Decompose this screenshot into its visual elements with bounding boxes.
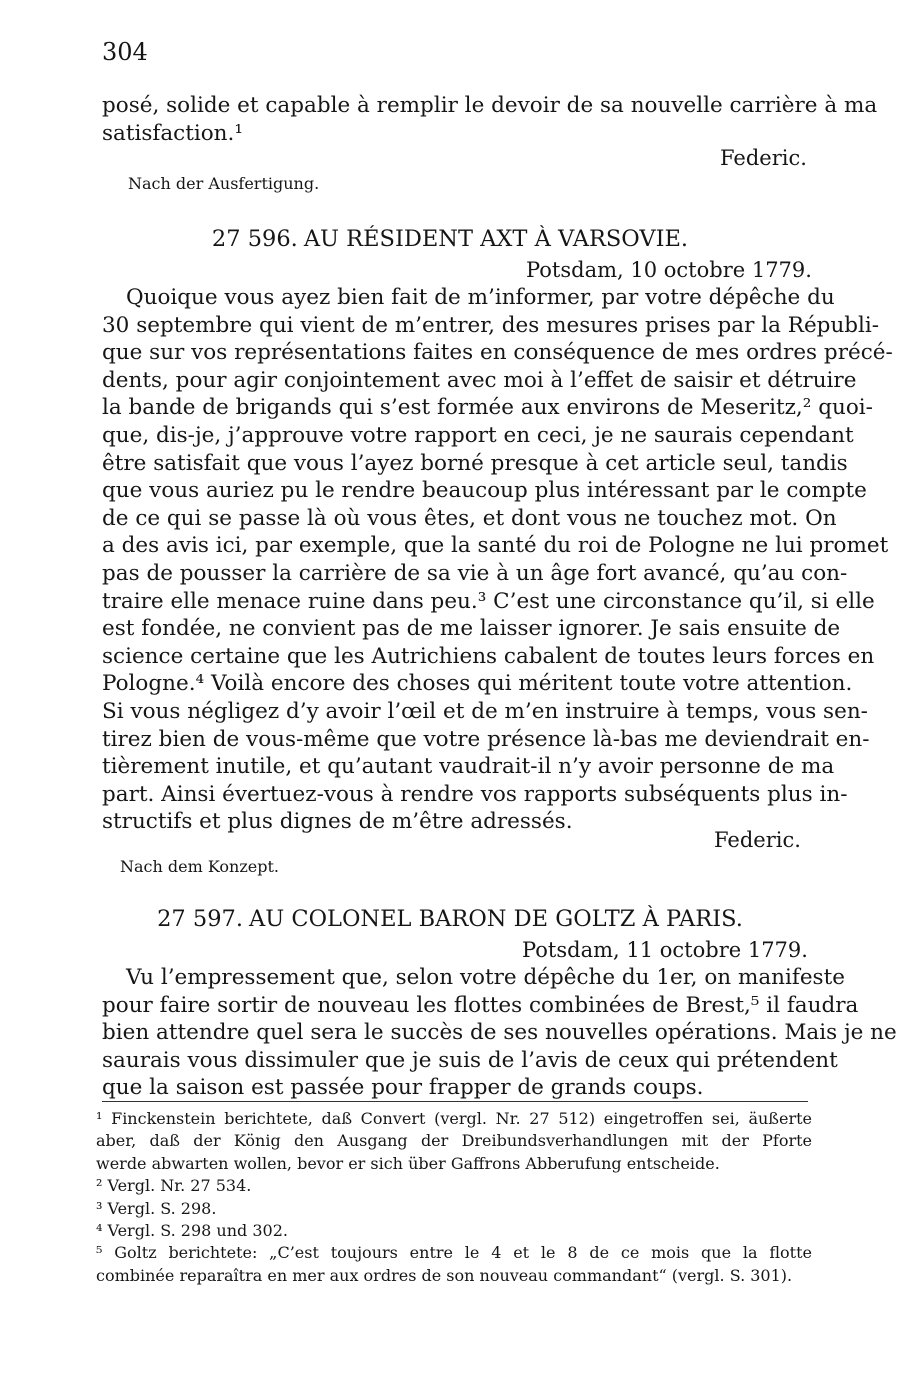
text-line: Si vous négligez d’y avoir l’œil et de m’en instruire à temps, vous sen- (102, 698, 868, 724)
text-line: de ce qui se passe là où vous êtes, et dont vous ne touchez mot. On (102, 505, 837, 531)
footnote-line: combinée reparaîtra en mer aux ordres de son nouveau commandant“ (vergl. S. 301). (96, 1265, 793, 1285)
letter-heading (0, 226, 900, 252)
text-line: tirez bien de vous-même que votre présence là-bas me deviendrait en- (102, 726, 870, 752)
text-line: tièrement inutile, et qu’autant vaudrait-il n’y avoir personne de ma (102, 754, 835, 780)
footnotes (96, 1108, 812, 1287)
text-line: dents, pour agir conjointement avec moi à l’effet de saisir et détruire (102, 367, 857, 393)
text-line: Vu l’empressement que, selon votre dépêche du 1er, on manifeste (126, 965, 845, 990)
text-line: la bande de brigands qui s’est formée aux environs de Meseritz,² quoi- (102, 395, 873, 421)
letter-title: AU RÉSIDENT AXT À VARSOVIE. (303, 226, 689, 252)
letter-number: 27 597. (157, 906, 243, 932)
page-number: 304 (102, 38, 148, 66)
footnote-divider (102, 1101, 808, 1102)
text-line: que sur vos représentations faites en conséquence de mes ordres précé- (102, 340, 893, 366)
text-line: Pologne.⁴ Voilà encore des choses qui méritent toute votre attention. (102, 671, 853, 697)
text-line: posé, solide et capable à remplir le devoir de sa nouvelle carrière à ma (102, 93, 878, 118)
footnote-line: aber, daß der König den Ausgang der Dreibundsverhandlungen mit der Pforte (96, 1131, 812, 1151)
letter-body (102, 284, 893, 836)
text-line: que vous auriez pu le rendre beaucoup plus intéressant par le compte (102, 478, 867, 504)
dateline: Potsdam, 11 octobre 1779. (522, 938, 808, 962)
text-line: structifs et plus dignes de m’être adressés. (102, 809, 573, 835)
dateline: Potsdam, 10 octobre 1779. (526, 258, 812, 282)
letter-body (102, 964, 897, 1102)
letter-title: AU COLONEL BARON DE GOLTZ À PARIS. (249, 906, 743, 932)
footnote-line: ² Vergl. Nr. 27 534. (96, 1176, 252, 1196)
text-line: que, dis-je, j’approuve votre rapport en ceci, je ne saurais cependant (102, 422, 854, 448)
text-line: saurais vous dissimuler que je suis de l’avis de ceux qui prétendent (102, 1047, 838, 1073)
source-note: Nach der Ausfertigung. (128, 174, 320, 193)
text-line: pour faire sortir de nouveau les flottes combinées de Brest,⁵ il faudra (102, 992, 859, 1018)
text-line: 30 septembre qui vient de m’entrer, des mesures prises par la Républi- (102, 312, 880, 338)
carryover-paragraph (102, 92, 878, 147)
text-line: a des avis ici, par exemple, que la santé du roi de Pologne ne lui promet (102, 533, 889, 559)
text-line: pas de pousser la carrière de sa vie à un âge fort avancé, qu’au con- (102, 560, 848, 586)
signature: Federic. (720, 146, 807, 170)
text-line: satisfaction.¹ (102, 120, 243, 146)
text-line: être satisfait que vous l’ayez borné presque à cet article seul, tandis (102, 450, 848, 476)
letter-number: 27 596. (211, 226, 298, 252)
footnote-line: ¹ Finckenstein berichtete, daß Convert (vergl. Nr. 27 512) eingetroffen sei, äußerte (96, 1109, 812, 1128)
text-line: Quoique vous ayez bien fait de m’informer, par votre dépêche du (126, 285, 835, 310)
letter-heading (0, 906, 900, 932)
text-line: que la saison est passée pour frapper de grands coups. (102, 1075, 704, 1101)
footnote-line: ⁵ Goltz berichtete: „C’est toujours entre le 4 et le 8 de ce mois que la flotte (96, 1243, 812, 1263)
text-line: part. Ainsi évertuez-vous à rendre vos rapports subséquents plus in- (102, 781, 848, 807)
source-note: Nach dem Konzept. (120, 857, 279, 876)
footnote-line: ³ Vergl. S. 298. (96, 1198, 217, 1218)
text-line: science certaine que les Autrichiens cabalent de toutes leurs forces en (102, 643, 875, 669)
signature: Federic. (714, 828, 801, 852)
text-line: bien attendre quel sera le succès de ses nouvelles opérations. Mais je ne (102, 1020, 897, 1046)
footnote-line: werde abwarten wollen, bevor er sich über Gaffrons Abberufung entscheide. (96, 1153, 720, 1173)
footnote-line: ⁴ Vergl. S. 298 und 302. (96, 1221, 288, 1241)
text-line: est fondée, ne convient pas de me laisser ignorer. Je sais ensuite de (102, 616, 841, 642)
text-line: traire elle menace ruine dans peu.³ C’est une circonstance qu’il, si elle (102, 588, 875, 614)
